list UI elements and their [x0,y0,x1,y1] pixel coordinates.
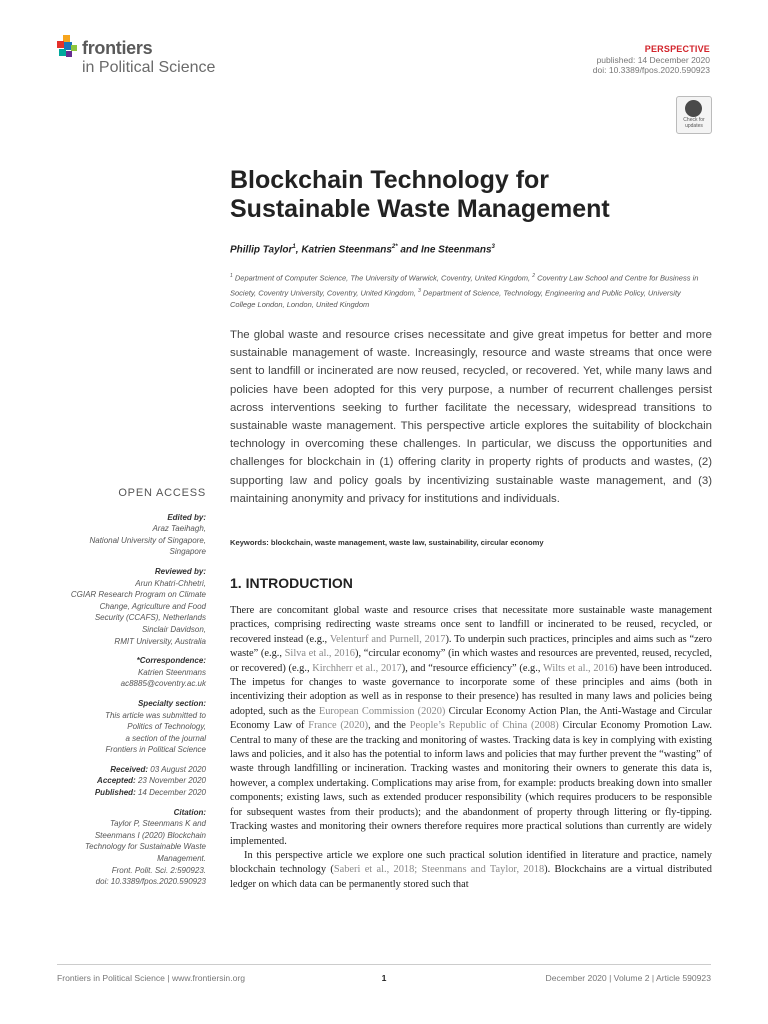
article-info-sidebar [30,488,206,896]
author-name: Katrien Steenmans [301,244,392,256]
body-text-run: In this perspective article we explore one such practical solution identified in literature and practice, namely blockchain technology ( [230,849,712,876]
editor-line: National University of Singapore, [89,535,206,545]
specialty-label: Specialty section: [137,698,206,708]
edited-by-block [30,512,206,558]
specialty-lines [30,710,206,756]
affiliation-text: Coventry Law School and Centre for Business in Society, Coventry University, Coventry, United Kingdom, [230,273,699,297]
specialty-line: Politics of Technology, [127,722,206,732]
body-text-run: ) have been introduced. The impetus for changes to waste governance to incorporate some of these principles and aims (both in incentivizing their adoption as well as in response to their presence) has resulted in many laws and policies being adopted, such as the [230,662,712,717]
correspondence-lines [30,667,206,690]
citation-link[interactable]: European Commission (2020) [318,705,446,717]
author-separator: , [295,244,302,256]
citation-label: Citation: [173,807,206,817]
reviewer-line: Security (CCAFS), Netherlands [94,613,206,623]
section-heading-introduction: 1. INTRODUCTION [230,575,353,591]
check-for-updates-button[interactable] [676,96,712,134]
reviewer-line: Arun Khatri-Chhetri, [135,578,206,588]
editor-lines [30,523,206,558]
affiliation-text: Department of Science, Technology, Engineering and Public Policy, University College London, London, United Kingdom [230,288,681,309]
body-text-run: ), and “resource efficiency” (e.g., [401,662,543,674]
reviewed-by-block [30,566,206,647]
reviewer-line: Change, Agriculture and Food [99,601,206,611]
published-date: published: 14 December 2020 [596,54,710,65]
affiliation-mark: 1 [230,273,233,279]
citation-link[interactable]: Kirchherr et al., 2017 [312,662,402,674]
reviewed-by-label: Reviewed by: [154,566,206,576]
citation-link[interactable]: Wilts et al., 2016 [542,662,615,674]
article-meta [593,44,710,76]
specialty-line: This article was submitted to [105,710,206,720]
citation-lines [30,818,206,888]
article-title [230,166,710,224]
published-date-sidebar: Published: 14 December 2020 [94,788,206,798]
author-affiliation-mark: 3 [491,244,495,250]
editor-line: Singapore [169,547,206,557]
citation-link[interactable]: Silva et al., 2016 [284,648,355,660]
affiliation-mark: 3 [418,287,421,294]
correspondence-line: ac8885@coventry.ac.uk [120,679,206,689]
correspondence-label: *Correspondence: [136,656,206,666]
received-date: Received: 03 August 2020 [110,764,206,774]
correspondence-block [30,655,206,690]
body-text-run: ). To underpin such practices, principles and aims such as “zero waste” (e.g., [230,633,712,660]
specialty-line: Frontiers in Political Science [105,745,206,755]
body-paragraph [230,604,712,849]
check-updates-label: Check for updates [683,117,705,129]
body-text-run: ), “circular economy” (in which wastes and resources are prevented, reused, recycled, or recovered) (e.g., [230,648,712,674]
article-type: PERSPECTIVE [644,44,710,54]
citation-link[interactable]: Velenturf and Purnell, 2017 [329,633,446,645]
footer-issue-info: December 2020 | Volume 2 | Article 590923 [545,973,711,983]
check-updates-icon [685,100,702,117]
body-text-run: ). Blockchains are a virtual distributed ledger on which data can be permanently stored such that [230,864,712,890]
keywords: Keywords: blockchain, waste management, waste law, sustainability, circular economy [230,538,544,547]
affiliation-mark: 2 [532,273,535,279]
citation-line: Steenmans I (2020) Blockchain [94,830,206,840]
citation-line: Taylor P, Steenmans K and [109,819,206,829]
reviewer-line: Sinclair Davidson, [141,624,206,634]
editor-line: Araz Taeihagh, [152,524,206,534]
body-text-run: There are concomitant global waste and resource crises that necessitate more sustainable waste management practices, comprising redirecting waste streams once sent to landfill or incinerated to be reused, recycled, or recovered instead (e.g., [230,605,712,645]
abstract: The global waste and resource crises necessitate and give great impetus for better and more sustainable management of waste. Increasingly, resource and waste streams that once were sent to landfill or incinerated are now reused, recycled, or recovered. Yet, while many laws and policies have been adopted for this very purpose, a number of recurrent challenges persist across interventions seeking to further facilitate the necessary, widespread transitions to sustainable waste management. This perspective article explores the suitability of blockchain technology in overcoming these challenges. In particular, we discuss the opportunities and challenges for blockchain in (1) offering clarity in property rights of products and wastes, (2) supporting law and policy goals by incentivizing sustainable waste management, and (3) maintaining anonymity and privacy for institutions and individuals. [230,329,712,505]
author-name: Ine Steenmans [420,244,492,256]
reviewer-lines [30,578,206,648]
specialty-line: a section of the journal [125,733,206,743]
citation-link[interactable]: France (2020) [308,720,369,732]
citation-line: doi: 10.3389/fpos.2020.590923 [95,877,206,887]
body-text-run: Circular Economy Promotion Law. Central to many of these are the tracking and monitoring of wastes. Tracking data is key in complying with existing laws and policies, and it also has the potential to inform laws and policies that may further prevent the “wasting” of waste through landfilling or incineration. Tracking wastes and monitoring their owners to generate this data is, however, a complex undertaking. Complications may arise from, for example: products breaking down into smaller components; existing laws, such as extended producer responsibility (which requires producers to be responsible for subsequent wastes from their products); and the abandonment of property through littering or fly-tipping. Tracking wastes and monitoring their owners therefore requires more practical solutions than currently are widely implemented. [230,720,712,847]
logo-journal-name: in Political Science [82,59,216,76]
footer-journal-link[interactable]: Frontiers in Political Science | www.frontiersin.org [57,973,246,983]
body-paragraph [230,849,712,892]
correspondence-line: Katrien Steenmans [137,667,206,677]
author-list [230,244,495,255]
dates-block [30,764,206,799]
title-line-1: Blockchain Technology for [230,166,550,194]
citation-link[interactable]: Saberi et al., 2018; Steenmans and Taylor, 2018 [333,864,545,876]
citation-line: Technology for Sustainable Waste [85,842,206,852]
logo-brand-name: frontiers [82,38,153,58]
reviewer-line: CGIAR Research Program on Climate [70,590,206,600]
edited-by-label: Edited by: [167,512,206,522]
page-number: 1 [381,973,387,983]
open-access-label: OPEN ACCESS [118,487,206,499]
accepted-date: Accepted: 23 November 2020 [97,776,206,786]
title-line-2: Sustainable Waste Management [230,195,610,223]
citation-block [30,807,206,888]
body-text [230,604,712,892]
footer-divider [57,964,711,965]
affiliation-text: Department of Computer Science, The University of Warwick, Coventry, United Kingdom, [232,273,533,283]
citation-line: Front. Polit. Sci. 2:590923. [111,865,206,875]
reviewer-line: RMIT University, Australia [114,636,206,646]
citation-link[interactable]: People’s Republic of China (2008) [409,720,559,732]
author-affiliation-mark: 2* [391,244,398,250]
affiliations [230,270,700,311]
author-affiliation-mark: 1 [292,244,296,250]
author-separator: and [397,244,421,256]
specialty-block [30,698,206,756]
article-doi[interactable]: doi: 10.3389/fpos.2020.590923 [592,65,710,75]
frontiers-logo-icon [57,35,79,63]
journal-logo[interactable] [57,33,257,78]
body-text-run: Circular Economy Action Plan, the Anti-Wastage and Circular Economy Law of [230,705,712,732]
citation-line: Management. [157,854,206,864]
body-text-run: , and the [368,720,410,732]
author-name: Phillip Taylor [230,244,293,256]
